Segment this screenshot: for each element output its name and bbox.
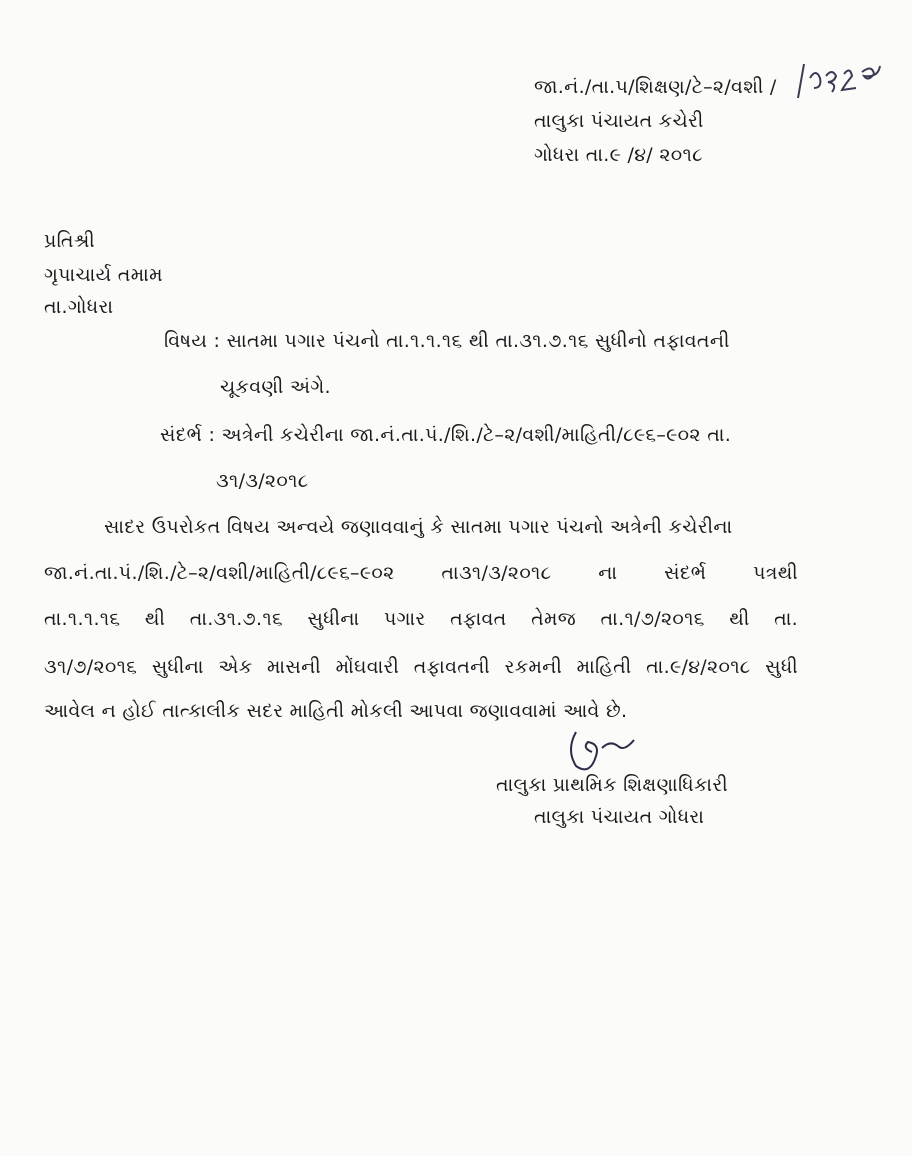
body-line-4: ૩૧/૭/૨૦૧૬ સુધીના એક માસની મોંઘવારી તફાવતની રકમની માહિતી તા.૯/૪/૨૦૧૮ સુધી xyxy=(44,656,798,678)
handwritten-number xyxy=(792,58,892,104)
body-line-2: જા.નં.તા.પં./શિ./ટે–૨/વશી/માહિતી/૮૯૬–૯૦૨ તા૩૧/૩/૨૦૧૮ ના સંદર્ભ પત્રથી xyxy=(44,562,798,584)
body-line-3: તા.૧.૧.૧૬ થી તા.૩૧.૭.૧૬ સુધીના પગાર તફાવત તેમજ તા.૧/૭/૨૦૧૬ થી તા. xyxy=(44,608,798,630)
recipient-place: તા.ગોધરા xyxy=(44,296,114,318)
reference-number: જા.નં./તા.પ/શિક્ષણ/ટે–૨/વશી / xyxy=(534,76,777,98)
recipient-name: ગૃપાચાર્ય તમામ xyxy=(44,264,163,286)
subject-line-1: વિષય : સાતમા પગાર પંચનો તા.૧.૧.૧૬ થી તા.૩૧.૭.૧૬ સુધીનો તફાવતની xyxy=(164,330,730,352)
signatory-office: તાલુકા પંચાયત ગોધરા xyxy=(534,806,705,828)
recipient-salutation: પ્રતિશ્રી xyxy=(44,230,96,252)
subject-line-2: ચૂકવણી અંગે. xyxy=(220,376,331,398)
signature xyxy=(562,726,640,778)
body-line-5: આવેલ ન હોઈ તાત્કાલીક સદર માહિતી મોકલી આપવા જણાવવામાં આવે છે. xyxy=(44,700,628,722)
reference-line-1: સંદર્ભ : અત્રેની કચેરીના જા.નં.તા.પં./શિ./ટે–૨/વશી/માહિતી/૮૯૬–૯૦૨ તા. xyxy=(160,424,732,446)
signatory-designation: તાલુકા પ્રાથમિક શિક્ષણાધિકારી xyxy=(496,774,728,796)
reference-line-2: ૩૧/૩/૨૦૧૮ xyxy=(216,470,309,492)
office-name: તાલુકા પંચાયત કચેરી xyxy=(534,110,704,132)
letter-date: ગોધરા તા.૯ /૪/ ૨૦૧૮ xyxy=(534,144,703,166)
body-line-1: સાદર ઉપરોકત વિષય અન્વયે જણાવવાનું કે સાતમા પગાર પંચનો અત્રેની કચેરીના xyxy=(104,516,733,538)
